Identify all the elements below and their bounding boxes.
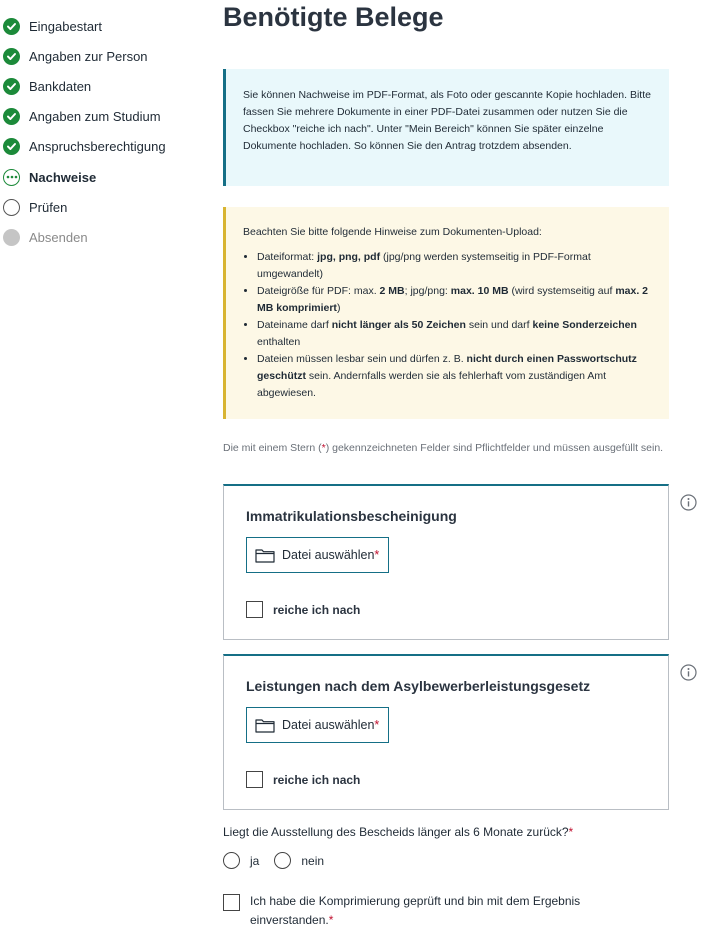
step-label: Angaben zur Person bbox=[29, 48, 148, 64]
hint-text: (jpg/png werden systemseitig in PDF-Format umgewandelt) bbox=[257, 251, 591, 280]
submit-later-option[interactable] bbox=[246, 601, 360, 618]
hint-emphasis: keine Sonderzeichen bbox=[532, 319, 637, 331]
folder-icon bbox=[255, 548, 275, 563]
hint-text: sein und darf bbox=[465, 319, 533, 331]
consent-checkbox[interactable] bbox=[223, 894, 240, 911]
dots-circle-icon bbox=[3, 169, 20, 186]
info-box bbox=[223, 69, 669, 186]
upload-hints-box bbox=[223, 207, 669, 419]
radio-option-nein[interactable] bbox=[274, 852, 324, 869]
hint-text: Dateiformat: bbox=[257, 251, 318, 263]
info-icon[interactable] bbox=[680, 494, 697, 511]
question-text: Liegt die Ausstellung des Bescheids länger als 6 Monate zurück? bbox=[223, 825, 569, 839]
hint-text: (wird systemseitig auf bbox=[508, 285, 616, 297]
radio-group-older-6-months bbox=[223, 852, 339, 869]
required-star: * bbox=[374, 718, 380, 732]
empty-circle-icon bbox=[3, 199, 20, 216]
hint-emphasis: jpg, png, pdf bbox=[317, 251, 381, 263]
info-icon[interactable] bbox=[680, 664, 697, 681]
check-circle-icon bbox=[3, 78, 20, 95]
hint-emphasis: 2 MB bbox=[379, 285, 405, 297]
submit-later-label: reiche ich nach bbox=[273, 602, 361, 617]
upload-card-immatrikulation bbox=[223, 484, 669, 640]
hint-readability bbox=[257, 351, 653, 402]
hint-emphasis: max. 10 MB bbox=[450, 285, 509, 297]
card-title: Leistungen nach dem Asylbewerberleistungsgesetz bbox=[246, 678, 591, 694]
hint-emphasis: nicht durch einen Passwortschutz geschützt bbox=[257, 353, 637, 382]
progress-stepper bbox=[3, 11, 203, 253]
hint-text: sein. Andernfalls werden sie als fehlerhaft vom zuständigen Amt abgewiesen. bbox=[257, 370, 607, 399]
step-label: Eingabestart bbox=[29, 18, 102, 34]
note-text: ) gekennzeichneten Felder sind Pflichtfelder und müssen ausgefüllt sein. bbox=[325, 442, 664, 454]
hint-file-size bbox=[257, 283, 653, 317]
radio-option-ja[interactable] bbox=[223, 852, 259, 869]
choose-file-button[interactable] bbox=[246, 537, 389, 573]
hint-text: Dateigröße für PDF: max. bbox=[257, 285, 380, 297]
hint-text: Dateiname darf bbox=[257, 319, 332, 331]
check-circle-icon bbox=[3, 108, 20, 125]
submit-later-option[interactable] bbox=[246, 771, 360, 788]
step-absenden bbox=[3, 222, 203, 252]
step-eingabestart[interactable] bbox=[3, 11, 203, 41]
radio-label-nein: nein bbox=[301, 853, 325, 868]
submit-later-checkbox[interactable] bbox=[246, 601, 263, 618]
choose-file-label: Datei auswählen bbox=[282, 718, 375, 732]
filled-grey-circle-icon bbox=[3, 229, 20, 246]
required-star: * bbox=[328, 913, 334, 927]
step-nachweise[interactable] bbox=[3, 162, 203, 192]
hint-file-name bbox=[257, 317, 653, 351]
upload-hints-list bbox=[243, 249, 653, 402]
question-older-6-months bbox=[223, 825, 573, 839]
consent-text: Ich habe die Komprimierung geprüft und bin mit dem Ergebnis einverstanden. bbox=[250, 894, 581, 927]
hint-emphasis: max. 2 MB komprimiert bbox=[257, 285, 649, 314]
submit-later-checkbox[interactable] bbox=[246, 771, 263, 788]
hint-text: ; jpg/png: bbox=[404, 285, 451, 297]
step-label: Bankdaten bbox=[29, 78, 92, 94]
step-angaben-studium[interactable] bbox=[3, 102, 203, 132]
choose-file-button[interactable] bbox=[246, 707, 389, 743]
step-anspruchsberechtigung[interactable] bbox=[3, 132, 203, 162]
upload-hints-intro: Beachten Sie bitte folgende Hinweise zum Dokumenten-Upload: bbox=[243, 226, 542, 238]
step-angaben-person[interactable] bbox=[3, 41, 203, 71]
radio-ja[interactable] bbox=[223, 852, 240, 869]
info-text: Sie können Nachweise im PDF-Format, als Foto oder gescannte Kopie hochladen. Bitte fassen Sie mehrere Dokumente in einer PDF-Datei zusammen oder nutzen Sie die Checkbox "reiche ich nach". Unter "Mein Bereich" können Sie später einzelne Dokumente hochladen. So können Sie den Antrag trotzdem absenden. bbox=[243, 89, 651, 152]
step-label: Prüfen bbox=[29, 199, 68, 215]
required-star: * bbox=[374, 548, 380, 562]
radio-label-ja: ja bbox=[250, 853, 260, 868]
step-label: Anspruchsberechtigung bbox=[29, 139, 166, 155]
consent-label bbox=[250, 892, 663, 930]
step-label: Absenden bbox=[29, 229, 88, 245]
compression-consent[interactable] bbox=[223, 892, 663, 930]
step-label: Nachweise bbox=[29, 169, 97, 185]
step-label: Angaben zum Studium bbox=[29, 109, 161, 125]
folder-icon bbox=[255, 718, 275, 733]
check-circle-icon bbox=[3, 18, 20, 35]
card-title: Immatrikulationsbescheinigung bbox=[246, 508, 457, 524]
required-star: * bbox=[568, 825, 574, 839]
page-title: Benötigte Belege bbox=[223, 2, 444, 32]
required-fields-note bbox=[223, 440, 669, 457]
required-star: * bbox=[321, 442, 326, 454]
step-bankdaten[interactable] bbox=[3, 71, 203, 101]
upload-card-asylbewerberleistung bbox=[223, 654, 669, 810]
hint-text: ) bbox=[336, 302, 341, 314]
check-circle-icon bbox=[3, 138, 20, 155]
choose-file-label: Datei auswählen bbox=[282, 548, 375, 562]
hint-text: Dateien müssen lesbar sein und dürfen z. B. bbox=[257, 353, 467, 365]
submit-later-label: reiche ich nach bbox=[273, 772, 361, 787]
check-circle-icon bbox=[3, 48, 20, 65]
note-text: Die mit einem Stern ( bbox=[223, 442, 322, 454]
hint-file-format bbox=[257, 249, 653, 283]
radio-nein[interactable] bbox=[274, 852, 291, 869]
step-pruefen bbox=[3, 192, 203, 222]
hint-emphasis: nicht länger als 50 Zeichen bbox=[331, 319, 466, 331]
hint-text: enthalten bbox=[257, 336, 301, 348]
